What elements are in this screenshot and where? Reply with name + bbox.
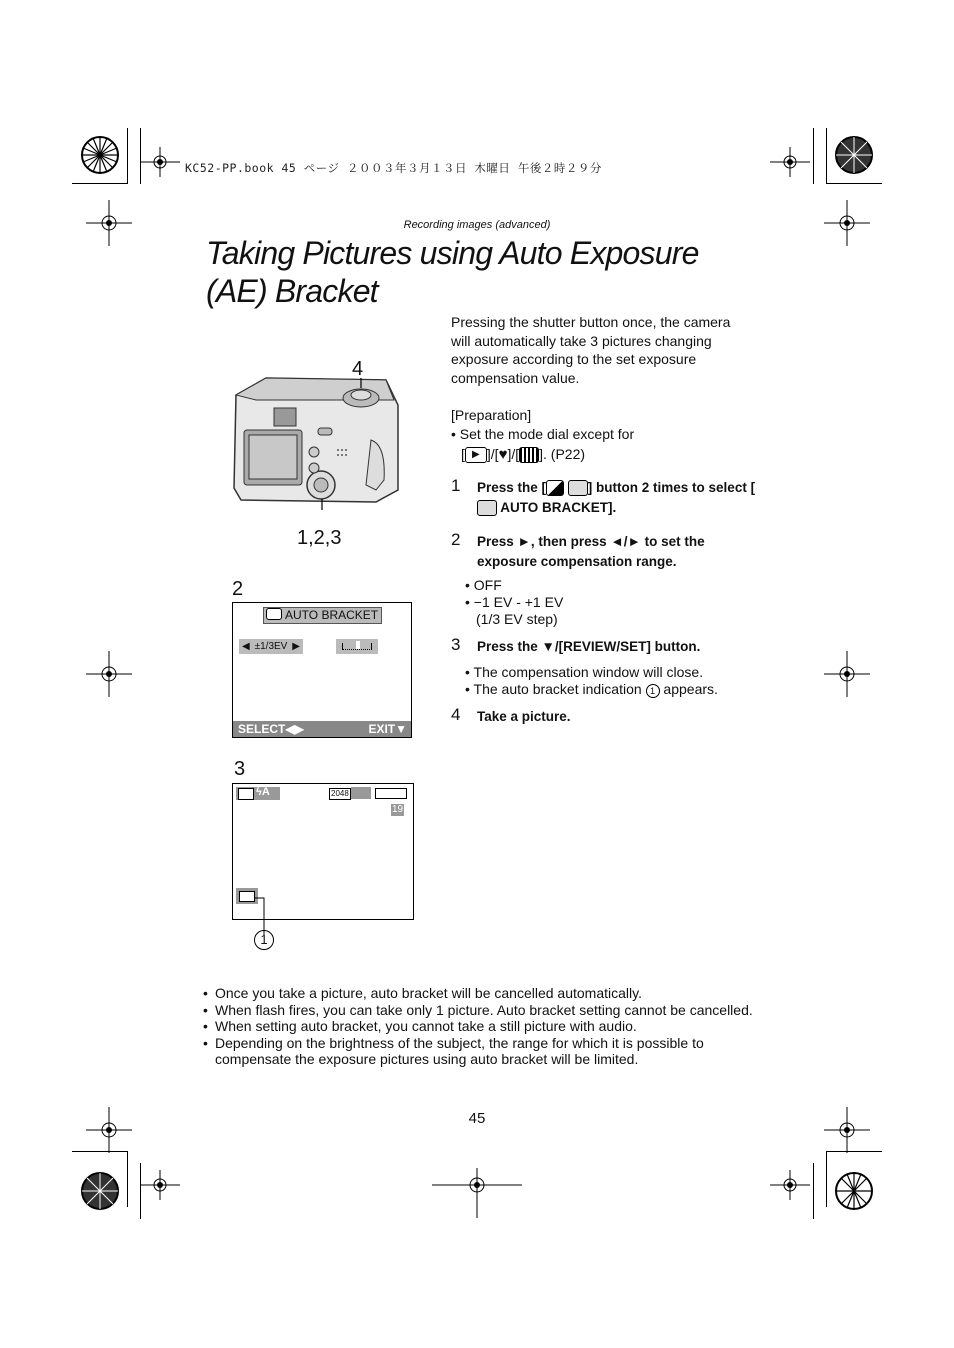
camera-mode-icon: [238, 788, 254, 800]
right-arrow-icon: ▶: [292, 641, 300, 652]
figure-3-label: 3: [234, 758, 246, 780]
camera-illustration: [226, 360, 406, 510]
step-3-notes: • The compensation window will close. • The auto bracket indication 1 appears.: [465, 664, 718, 697]
callout-4: 4: [352, 358, 364, 380]
bracket-icon: [568, 480, 588, 496]
motion-picture-icon: [519, 447, 539, 463]
registration-wheel-icon: [78, 133, 122, 177]
circled-1-marker: 1: [646, 684, 660, 698]
lcd-auto-bracket-menu: [232, 602, 412, 738]
notes-list: [203, 985, 763, 1068]
ev-scale-icon: [336, 639, 378, 654]
section-heading: Recording images (advanced): [403, 219, 551, 231]
registration-wheel-icon: [832, 133, 876, 177]
note-item: • Once you take a picture, auto bracket will be cancelled automatically.: [203, 985, 763, 1002]
exposure-icon: [546, 480, 564, 496]
lcd-footer: SELECT◀▶ EXIT▼: [233, 721, 411, 737]
remaining-count: 19: [392, 804, 404, 815]
heart-icon: ♥: [498, 446, 508, 463]
bracket-icon: [477, 500, 497, 516]
lcd-ev-selector: ◀ ±1/3EV ▶: [239, 639, 303, 654]
page-number: 45: [468, 1110, 486, 1127]
note-item: • When setting auto bracket, you cannot take a still picture with audio.: [203, 1018, 763, 1035]
quality-icon: [351, 787, 371, 799]
page-title: Taking Pictures using Auto Exposure (AE) Bracket: [206, 235, 699, 309]
note-item: • When flash fires, you can take only 1 picture. Auto bracket setting cannot be cancelled.: [203, 1002, 763, 1019]
registration-wheel-icon: [78, 1169, 122, 1213]
flash-auto-icon: ϟA: [256, 786, 270, 798]
battery-icon: [375, 788, 407, 799]
image-size-indicator: 2048: [331, 789, 349, 798]
figure-2-label: 2: [232, 578, 244, 600]
lcd-menu-title: AUTO BRACKET: [263, 607, 382, 624]
lcd-mode-bar: [236, 787, 280, 800]
step-2-options: • OFF • −1 EV - +1 EV (1/3 EV step): [465, 577, 564, 627]
print-header-info: KC52-PP.book 45 ページ ２００３年３月１３日 木曜日 午後２時２９分: [185, 161, 602, 175]
note-item: • Depending on the brightness of the subject, the range for which it is possible to compensate the exposure pictures using auto bracket will be limited.: [203, 1035, 763, 1068]
callout-1-2-3: 1,2,3: [297, 527, 342, 549]
left-arrow-icon: ◀: [242, 641, 250, 652]
mode-exclusions: [ ▶ ]/[♥]/[ ]. (P22): [461, 446, 586, 463]
circled-1-marker: 1: [254, 930, 274, 950]
bracket-icon: [266, 608, 282, 620]
intro-paragraph: Pressing the shutter button once, the camera will automatically take 3 pictures changing exposure according to the set exposure compensation value.: [451, 314, 731, 386]
registration-wheel-icon: [832, 1169, 876, 1213]
playback-icon: ▶: [465, 447, 487, 463]
preparation: [Preparation] • Set the mode dial except for [ ▶ ]/[♥]/[ ]. (P22): [451, 407, 635, 463]
